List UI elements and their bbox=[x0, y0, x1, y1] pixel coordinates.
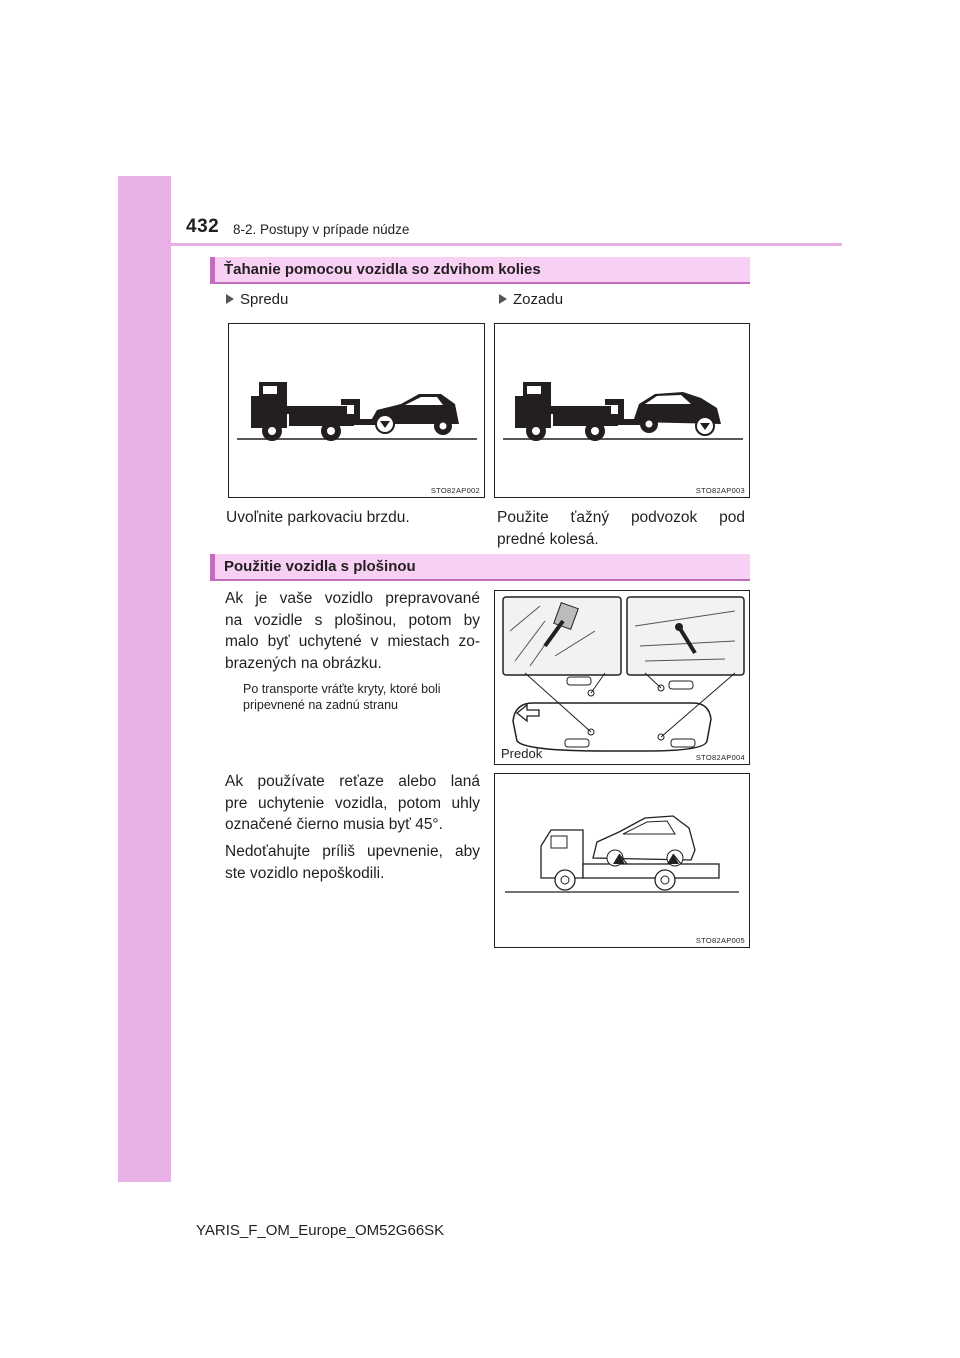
figure-label-front: Predok bbox=[501, 746, 543, 761]
side-tab-band bbox=[118, 176, 171, 1182]
flatbed-paragraph-1 bbox=[225, 588, 480, 674]
footer-document-id: YARIS_F_OM_Europe_OM52G66SK bbox=[196, 1222, 445, 1239]
para-line: brazených na obrázku. bbox=[225, 654, 382, 672]
para-line: na vozidle s plošinou, potom by bbox=[225, 611, 480, 629]
caption-front: Uvoľnite parkovaciu brzdu. bbox=[226, 509, 410, 526]
triangle-bullet-icon bbox=[226, 294, 234, 304]
figure-code: STO82AP005 bbox=[695, 936, 745, 945]
figure-front-tow bbox=[228, 323, 485, 498]
tie-down-points-illustration bbox=[495, 591, 749, 764]
section-title-flatbed: Použitie vozidla s plošinou bbox=[210, 554, 750, 581]
figure-code: STO82AP003 bbox=[695, 486, 745, 495]
flatbed-paragraph-3 bbox=[225, 841, 480, 884]
figure-code: STO82AP002 bbox=[430, 486, 480, 495]
page-number: 432 bbox=[186, 216, 220, 237]
figure-tie-down-points bbox=[494, 590, 750, 765]
note-line: Po transporte vráťte kryty, ktoré boli bbox=[243, 682, 441, 696]
para-line: Nedoťahujte príliš upevnenie, aby bbox=[225, 843, 480, 860]
para-line: označené čierno musia byť 45°. bbox=[225, 816, 443, 833]
section-title-wheel-lift: Ťahanie pomocou vozidla so zdvihom kolies bbox=[210, 257, 750, 284]
figure-rear-tow bbox=[494, 323, 750, 498]
header-rule bbox=[118, 243, 842, 246]
para-line: malo byť uchytené v miestach zo- bbox=[225, 633, 480, 650]
figure-code: STO82AP004 bbox=[695, 753, 745, 762]
flatbed-truck-illustration bbox=[495, 774, 749, 947]
label-rear bbox=[499, 291, 563, 308]
caption-rear-line1: Použite ťažný podvozok pod bbox=[497, 509, 745, 526]
flatbed-paragraph-2 bbox=[225, 771, 480, 836]
tow-truck-rear-illustration bbox=[495, 324, 749, 497]
chapter-title: 8-2. Postupy v prípade núdze bbox=[233, 222, 410, 237]
para-line: Ak je vaše vozidlo prepravované bbox=[225, 590, 480, 607]
note-covers bbox=[243, 681, 488, 713]
para-line: Ak používate reťaze alebo laná bbox=[225, 773, 480, 790]
triangle-bullet-icon bbox=[499, 294, 507, 304]
caption-rear-line2: predné kolesá. bbox=[497, 531, 599, 548]
tow-truck-front-illustration bbox=[229, 324, 484, 497]
note-line: pripevnené na zadnú stranu bbox=[243, 698, 398, 712]
label-front-text: Spredu bbox=[240, 291, 289, 308]
para-line: pre uchytenie vozidla, potom uhly bbox=[225, 794, 480, 812]
figure-flatbed-truck bbox=[494, 773, 750, 948]
para-line: ste vozidlo nepoškodili. bbox=[225, 864, 385, 882]
label-rear-text: Zozadu bbox=[513, 291, 564, 308]
label-front bbox=[226, 291, 288, 308]
